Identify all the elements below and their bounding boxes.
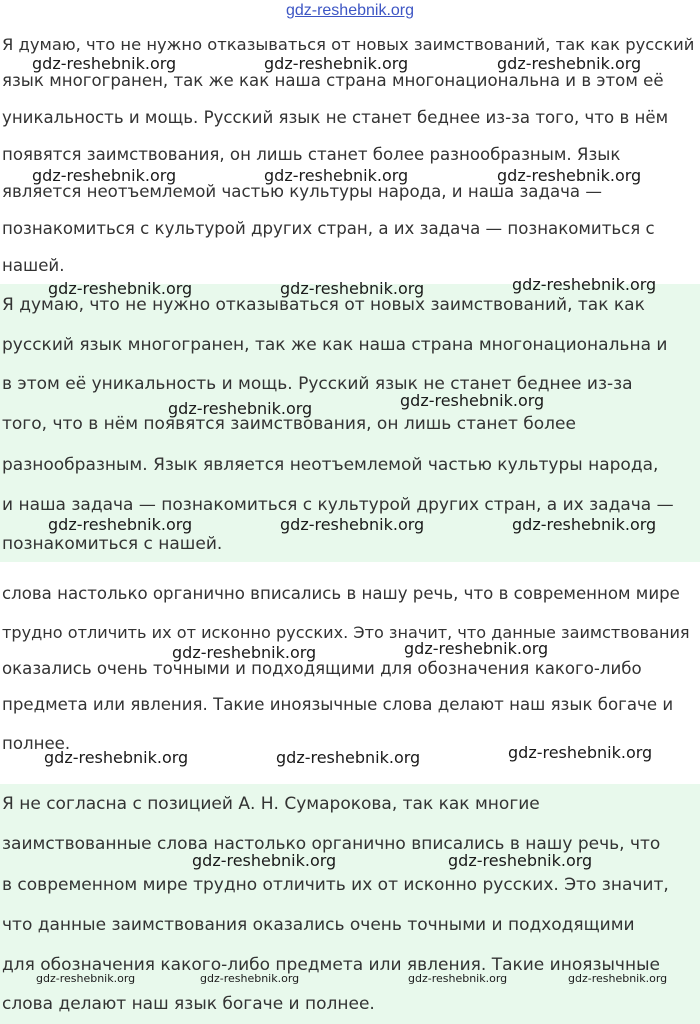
watermark: gdz-reshebnik.org [264, 166, 409, 185]
site-link[interactable]: gdz-reshebnik.org [285, 2, 415, 19]
text-line: появятся заимствования, он лишь станет более разнообразным. Язык [2, 145, 621, 164]
text-line: слова настолько органично вписались в нашу речь, что в современном мире [2, 584, 680, 603]
watermark: gdz-reshebnik.org [497, 54, 642, 73]
watermark: gdz-reshebnik.org [280, 515, 425, 534]
watermark: gdz-reshebnik.org [168, 399, 313, 418]
watermark: gdz-reshebnik.org [276, 748, 421, 767]
watermark: gdz-reshebnik.org [512, 275, 657, 294]
watermark: gdz-reshebnik.org [404, 639, 549, 658]
watermark: gdz-reshebnik.org [32, 166, 177, 185]
watermark: gdz-reshebnik.org [44, 748, 189, 767]
watermark: gdz-reshebnik.org [172, 643, 317, 662]
site-header [0, 0, 700, 26]
watermark: gdz-reshebnik.org [280, 279, 425, 298]
watermark: gdz-reshebnik.org [497, 166, 642, 185]
text-line: в этом её уникальность и мощь. Русский язык не станет беднее из-за [2, 374, 633, 394]
watermark: gdz-reshebnik.org [400, 391, 545, 410]
watermark: gdz-reshebnik.org [48, 279, 193, 298]
watermark: gdz-reshebnik.org [264, 54, 409, 73]
watermark: gdz-reshebnik.org [512, 515, 657, 534]
text-line: познакомиться с культурой других стран, а их задача — познакомиться с [2, 219, 655, 238]
text-line: для обозначения какого-либо предмета или явления. Такие иноязычные [2, 955, 660, 975]
text-line: Я думаю, что не нужно отказываться от новых заимствований, так как русский [2, 35, 695, 54]
text-line: полнее. [2, 734, 71, 753]
text-line: Я думаю, что не нужно отказываться от новых заимствований, так как [2, 295, 645, 315]
watermark: gdz-reshebnik.org [448, 851, 593, 870]
text-line: русский язык многогранен, так же как наша страна многонациональна и [2, 335, 668, 355]
text-line: Я не согласна с позицией А. Н. Сумарокова, так как многие [2, 794, 540, 814]
watermark: gdz-reshebnik.org [568, 972, 668, 985]
text-line: и наша задача — познакомиться с культурой других стран, а их задача — [2, 495, 674, 515]
watermark: gdz-reshebnik.org [192, 851, 337, 870]
text-line: того, что в нём появятся заимствования, он лишь станет более [2, 414, 576, 434]
text-line: заимствованные слова настолько органично вписались в нашу речь, что [2, 834, 661, 854]
text-line: познакомиться с нашей. [2, 534, 223, 554]
watermark: gdz-reshebnik.org [408, 972, 508, 985]
watermark: gdz-reshebnik.org [200, 972, 300, 985]
watermark: gdz-reshebnik.org [508, 743, 653, 762]
text-line: предмета или явления. Такие иноязычные слова делают наш язык богаче и [2, 695, 674, 714]
text-line: уникальность и мощь. Русский язык не станет беднее из-за того, что в нём [2, 108, 669, 127]
text-line: язык многогранен, так же как наша страна многонациональна и в этом её [2, 71, 664, 90]
watermark: gdz-reshebnik.org [32, 54, 177, 73]
watermark: gdz-reshebnik.org [48, 515, 193, 534]
text-line: оказались очень точными и подходящими для обозначения какого-либо [2, 659, 642, 678]
text-line: разнообразным. Язык является неотъемлемой частью культуры народа, [2, 455, 659, 475]
text-line: в современном мире трудно отличить их от исконно русских. Это значит, [2, 875, 669, 895]
text-line: трудно отличить их от исконно русских. Это значит, что данные заимствования [2, 623, 690, 642]
text-line: что данные заимствования оказались очень точными и подходящими [2, 915, 635, 935]
text-line: нашей. [2, 256, 65, 275]
text-line: является неотъемлемой частью культуры народа, и наша задача — [2, 182, 602, 201]
answer-block-4 [0, 784, 700, 1024]
text-line: слова делают наш язык богаче и полнее. [2, 994, 375, 1014]
watermark: gdz-reshebnik.org [36, 972, 136, 985]
